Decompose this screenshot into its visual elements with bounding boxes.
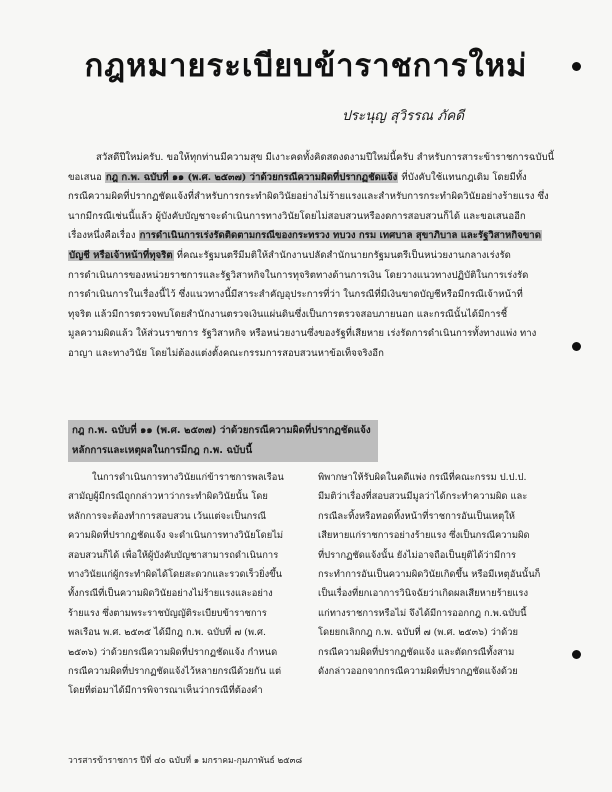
column-line: กรณีความผิดที่ปรากฏชัดแจ้งไว้หลายกรณีด้วยกัน แต่ [68,666,282,678]
margin-bullet-3 [572,650,581,659]
author-name: ประนุญ สุวิรรณ ภัคดี [342,108,464,124]
intro-paragraph [68,148,558,364]
highlight-topic-cont: บัญชี หรือเจ้าหน้าที่ทุจริต [69,249,173,261]
column-line: กรณีละทิ้งหรือทอดทิ้งหน้าที่ราชการอันเป็นเหตุให้ [318,510,515,522]
intro-line-3: กรณีความผิดที่ปรากฏชัดแจ้งที่สำหรับการกระทำผิดวินัยอย่างไม่ร้ายแรงและสำหรับการกระทำผิดวินัยอย่างร้ายแรง ซึ่ง [68,191,549,203]
intro-line-2 [68,168,558,188]
column-line: พลเรือน พ.ศ. ๒๕๓๕ ได้มีกฎ ก.พ. ฉบับที่ ๗ (พ.ศ. [68,627,266,639]
column-line: โดยที่ต่อมาได้มีการพิจารณาเห็นว่ากรณีที่ต้องคำ [68,685,263,697]
intro-line-1: สวัสดีปีใหม่ครับ. ขอให้ทุกท่านมีความสุข มีเงาะคดทั้งคิดสดงดงามปีใหม่นี้ครับ สำหรับการสาระข้าราชการฉบับนี้ [96,152,555,163]
column-line: ทางวินัยแก่ผู้กระทำผิดได้โดยสะดวกและรวดเร็วยิ่งขึ้น [68,569,282,581]
column-line: ในการดำเนินการทางวินัยแก่ข้าราชการพลเรือน [92,472,284,483]
section-heading [68,420,378,462]
column-line: แก่ทางราชการหรือไม่ จึงได้มีการออกกฎ ก.พ.ฉบับนี้ [318,607,527,619]
column-line: ที่ปรากฏชัดแจ้งนั้น ยังไม่อาจถือเป็นยุติได้ว่ามีการ [318,549,517,561]
column-line: เป็นเรื่องที่ยกเอาการวินิจฉัยว่าเกิดผลเสียหายร้ายแรง [318,588,529,600]
column-line: พิพากษาให้รับผิดในคดีแพ่ง กรณีที่คณะกรรม ป.ป.ป. [318,472,527,483]
column-line: ดังกล่าวออกจากกรณีความผิดที่ปรากฏชัดแจ้งด้วย [318,666,518,678]
intro-text: ขอเสนอ [68,171,105,183]
left-column [68,468,308,701]
intro-text: เรื่องหนึ่งคือเรื่อง [68,230,139,242]
section-heading-line-1: กฎ ก.พ. ฉบับที่ ๑๑ (พ.ศ. ๒๕๓๗) ว่าด้วยกรณีความผิดที่ปรากฏชัดแจ้ง [72,425,371,436]
page-footer: วารสารข้าราชการ ปีที่ ๔๐ ฉบับที่ ๑ มกราคม-กุมภาพันธ์ ๒๕๓๘ [68,756,303,766]
intro-line-7: การดำเนินการของหน่วยราชการและรัฐวิสาหกิจในการทุจริตทางด้านการเงิน โดยวางแนวทางปฏิบัติในการเร่งรัด [68,269,529,281]
intro-line-9: ทุจริต แล้วมีการตรวจพบโดยสำนักงานตรวจเงินแผ่นดินซึ่งเป็นการตรวจสอบภายนอก และกรณีนั้นได้มีการชี้ [68,308,508,320]
highlight-topic: การดำเนินการเร่งรัดติดตามกรณีของกระทรวง ทบวง กรม เทศบาล สุขาภิบาล และรัฐวิสาหกิจขาด [139,230,541,242]
section-heading-line-2: หลักการและเหตุผลในการมีกฎ ก.พ. ฉบับนี้ [72,445,253,456]
column-line: ทั้งกรณีที่เป็นความผิดวินัยอย่างไม่ร้ายแรงและอย่าง [68,588,273,600]
margin-bullet-1 [572,62,581,71]
column-line: ร้ายแรง ซึ่งตามพระราชบัญญัติระเบียบข้าราชการ [68,607,267,619]
right-column [318,468,558,681]
intro-line-10: มูลความผิดแล้ว ให้ส่วนราชการ รัฐวิสาหกิจ หรือหน่วยงานซึ่งของรัฐที่เสียหาย เร่งรัดการดำเนินการทั้งทางแพ่ง ทาง [68,328,537,340]
column-line: เสียหายแก่ราชการอย่างร้ายแรง ซึ่งเป็นกรณีความผิด [318,530,530,542]
column-line: ๒๕๓๖) ว่าด้วยกรณีความผิดที่ปรากฏชัดแจ้ง กำหนด [68,646,278,658]
column-line: สอบสวนก็ได้ เพื่อให้ผู้บังคับบัญชาสามารถดำเนินการ [68,549,279,561]
column-line: โดยยกเลิกกฎ ก.พ. ฉบับที่ ๗ (พ.ศ. ๒๕๓๖) ว่าด้วย [318,627,519,639]
article-title: กฎหมายระเบียบข้าราชการใหม่ [84,48,528,84]
intro-text: ที่คณะรัฐมนตรีมีมติให้สำนักงานปลัดสำนักนายกรัฐมนตรีเป็นหน่วยงานกลางเร่งรัด [173,249,511,261]
column-line: หลักการจะต้องทำการสอบสวน เว้นแต่จะเป็นกรณี [68,510,267,522]
column-line: กรณีความผิดที่ปรากฏชัดแจ้ง และตัดกรณีทั้งสาม [318,646,515,658]
column-line: มีมติว่าเรื่องที่สอบสวนมีมูลว่าได้กระทำความผิด และ [318,491,528,503]
intro-line-5 [68,226,558,246]
column-line: กระทำการอันเป็นความผิดวินัยเกิดขึ้น หรือมีเหตุอันนั้นก็ [318,569,541,581]
intro-line-4: นากมีกรณีเช่นนี้แล้ว ผู้บังคับบัญชาจะดำเนินการทางวินัยโดยไม่สอบสวนหรืองดการสอบสวนก็ได้ และขอเสนออีก [68,210,526,222]
intro-text: ที่บังคับใช้แทนกฎเดิม โดยมีทั้ง [398,171,527,183]
column-line: ความผิดที่ปรากฏชัดแจ้ง จะดำเนินการทางวินัยโดยไม่ [68,530,284,542]
intro-line-8: การดำเนินการในเรื่องนี้ไว้ ซึ่งแนวทางนี้มีสาระสำคัญอุประการที่ว่า ในกรณีที่มีเงินขาดบัญชีหรือมีกรณีเจ้าหน้าที่ [68,289,523,301]
intro-line-11: อาญา และทางวินัย โดยไม่ต้องแต่งตั้งคณะกรรมการสอบสวนหาข้อเท็จจริงอีก [68,347,384,359]
column-line: สามัญผู้มีกรณีถูกกล่าวหาว่ากระทำผิดวินัยนั้น โดย [68,491,268,503]
highlight-law-title: กฎ ก.พ. ฉบับที่ ๑๑ (พ.ศ. ๒๕๓๗) ว่าด้วยกรณีความผิดที่ปรากฏชัดแจ้ง [105,171,398,183]
margin-bullet-2 [572,342,581,351]
intro-line-6 [68,246,558,266]
